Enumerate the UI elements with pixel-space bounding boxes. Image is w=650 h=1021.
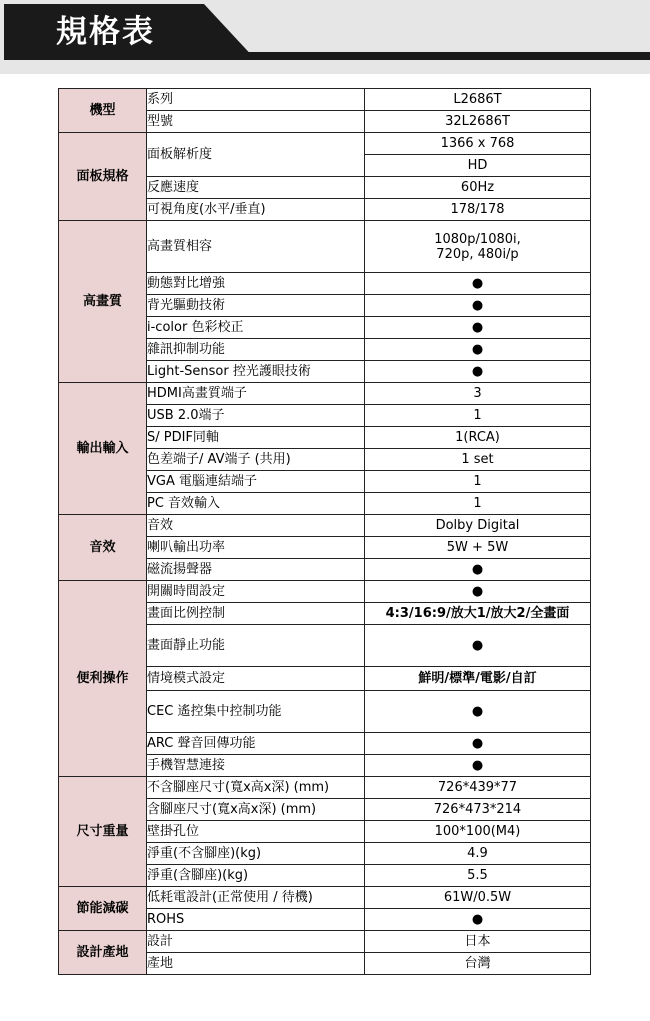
item-cell: 手機智慧連接 xyxy=(147,755,365,777)
value-cell: 1 set xyxy=(365,449,591,471)
item-cell: 畫面靜止功能 xyxy=(147,625,365,667)
item-cell: 喇叭輸出功率 xyxy=(147,537,365,559)
item-cell: ROHS xyxy=(147,909,365,931)
value-cell: 100*100(M4) xyxy=(365,821,591,843)
item-cell: 壁掛孔位 xyxy=(147,821,365,843)
item-cell: USB 2.0端子 xyxy=(147,405,365,427)
value-cell: 178/178 xyxy=(365,199,591,221)
value-line: 1080p/1080i, xyxy=(434,231,521,247)
value-cell: ● xyxy=(365,295,591,317)
item-cell: 設計 xyxy=(147,931,365,953)
item-cell: 低耗電設計(正常使用 / 待機) xyxy=(147,887,365,909)
value-cell: 4:3/16:9/放大1/放大2/全畫面 xyxy=(365,603,591,625)
value-cell: ● xyxy=(365,625,591,667)
category-cell: 尺寸重量 xyxy=(59,777,147,887)
value-cell: L2686T xyxy=(365,89,591,111)
value-cell: 台灣 xyxy=(365,953,591,975)
item-cell: Light-Sensor 控光護眼技術 xyxy=(147,361,365,383)
item-cell: VGA 電腦連結端子 xyxy=(147,471,365,493)
item-cell: i-color 色彩校正 xyxy=(147,317,365,339)
table-row xyxy=(59,887,591,909)
value-cell: 日本 xyxy=(365,931,591,953)
value-cell: ● xyxy=(365,559,591,581)
value-cell: 726*439*77 xyxy=(365,777,591,799)
table-row xyxy=(59,581,591,603)
item-cell: 反應速度 xyxy=(147,177,365,199)
item-cell: 面板解析度 xyxy=(147,133,365,177)
value-cell: 5.5 xyxy=(365,865,591,887)
table-row xyxy=(59,221,591,273)
value-cell: ● xyxy=(365,581,591,603)
table-row xyxy=(59,89,591,111)
item-cell: ARC 聲音回傳功能 xyxy=(147,733,365,755)
value-cell: 1 xyxy=(365,493,591,515)
item-cell: 含腳座尺寸(寬x高x深) (mm) xyxy=(147,799,365,821)
value-cell: ● xyxy=(365,361,591,383)
category-cell: 便利操作 xyxy=(59,581,147,777)
value-cell: 3 xyxy=(365,383,591,405)
category-cell: 輸出輸入 xyxy=(59,383,147,515)
value-cell: 5W + 5W xyxy=(365,537,591,559)
table-row xyxy=(59,383,591,405)
value-cell: 60Hz xyxy=(365,177,591,199)
value-cell: 1366 x 768 xyxy=(365,133,591,155)
value-cell: 1 xyxy=(365,405,591,427)
item-cell: 淨重(含腳座)(kg) xyxy=(147,865,365,887)
category-cell: 節能減碳 xyxy=(59,887,147,931)
item-cell: 高畫質相容 xyxy=(147,221,365,273)
item-cell: 產地 xyxy=(147,953,365,975)
item-cell: 型號 xyxy=(147,111,365,133)
item-cell: HDMI高畫質端子 xyxy=(147,383,365,405)
value-cell: 61W/0.5W xyxy=(365,887,591,909)
table-row xyxy=(59,931,591,953)
banner-underline xyxy=(200,52,650,60)
value-cell xyxy=(365,221,591,273)
item-cell: S/ PDIF同軸 xyxy=(147,427,365,449)
page-title: 規格表 xyxy=(56,14,155,50)
value-cell: Dolby Digital xyxy=(365,515,591,537)
category-cell: 高畫質 xyxy=(59,221,147,383)
value-cell: 32L2686T xyxy=(365,111,591,133)
item-cell: PC 音效輸入 xyxy=(147,493,365,515)
value-line: 720p, 480i/p xyxy=(436,246,519,262)
item-cell: 畫面比例控制 xyxy=(147,603,365,625)
category-cell: 設計產地 xyxy=(59,931,147,975)
item-cell: 雜訊抑制功能 xyxy=(147,339,365,361)
value-cell: 1(RCA) xyxy=(365,427,591,449)
item-cell: 開關時間設定 xyxy=(147,581,365,603)
item-cell: 淨重(不含腳座)(kg) xyxy=(147,843,365,865)
value-cell: ● xyxy=(365,733,591,755)
category-cell: 面板規格 xyxy=(59,133,147,221)
value-cell: ● xyxy=(365,755,591,777)
table-row xyxy=(59,133,591,155)
value-cell: 726*473*214 xyxy=(365,799,591,821)
table-row xyxy=(59,515,591,537)
header-banner xyxy=(0,0,650,74)
value-cell: HD xyxy=(365,155,591,177)
item-cell: 音效 xyxy=(147,515,365,537)
value-cell: ● xyxy=(365,339,591,361)
item-cell: 系列 xyxy=(147,89,365,111)
item-cell: 可視角度(水平/垂直) xyxy=(147,199,365,221)
value-cell: ● xyxy=(365,317,591,339)
item-cell: CEC 遙控集中控制功能 xyxy=(147,691,365,733)
table-row xyxy=(59,777,591,799)
category-cell: 音效 xyxy=(59,515,147,581)
item-cell: 動態對比增強 xyxy=(147,273,365,295)
value-cell: 1 xyxy=(365,471,591,493)
item-cell: 磁流揚聲器 xyxy=(147,559,365,581)
value-cell: ● xyxy=(365,273,591,295)
value-cell: ● xyxy=(365,909,591,931)
item-cell: 不含腳座尺寸(寬x高x深) (mm) xyxy=(147,777,365,799)
value-cell: 4.9 xyxy=(365,843,591,865)
item-cell: 色差端子/ AV端子 (共用) xyxy=(147,449,365,471)
spec-table xyxy=(58,88,591,975)
value-cell: ● xyxy=(365,691,591,733)
value-cell: 鮮明/標準/電影/自訂 xyxy=(365,667,591,691)
item-cell: 情境模式設定 xyxy=(147,667,365,691)
category-cell: 機型 xyxy=(59,89,147,133)
item-cell: 背光驅動技術 xyxy=(147,295,365,317)
